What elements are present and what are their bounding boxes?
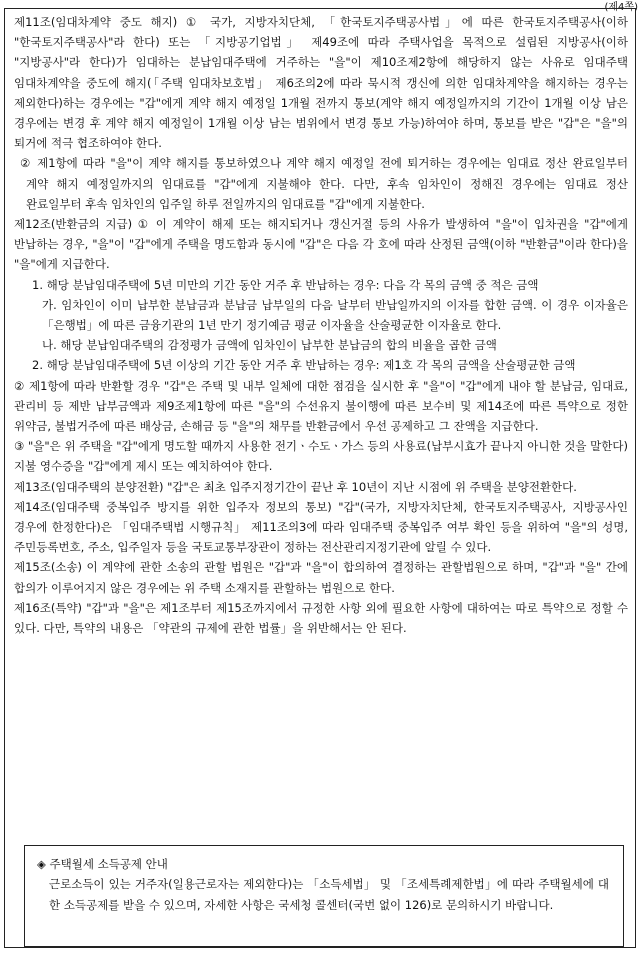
clause-14: 제14조(임대주택 중복입주 방지를 위한 입주자 정보의 통보) "갑"(국가, 지방자치단체, 한국토지주택공사, 지방공사인 경우에 한정한다)은 「임대주택법 시행규칙」 제11조의3에 따라 임대주택 중복입주 여부 확인 등을 위하여 "을"의 성명, 주민등록번호, 주소, 입주일자 등을 국토교통부장관이 정하는 전산관리지정기관에 알릴 수 있다. — [14, 499, 628, 555]
clause-15: 제15조(소송) 이 계약에 관한 소송의 관할 법원은 "갑"과 "을"이 합의하여 결정하는 관할법원으로 하며, "갑"과 "을" 간에 합의가 이루어지지 않은 경우에는 위 주택 소재지를 관할하는 법원으로 한다. — [14, 560, 628, 595]
page-number: (제4쪽) — [604, 2, 638, 13]
notice-body: 근로소득이 있는 거주자(일용근로자는 제외한다)는 「소득세법」 및 「조세특례제한법」에 따라 주택월세에 대한 소득공제를 받을 수 있으며, 자세한 사항은 국세청 콜센터(국번 없이 126)로 문의하시기 바랍니다. — [49, 877, 609, 912]
clause-12-2: ② 제1항에 따라 반환할 경우 "갑"은 주택 및 내부 일체에 대한 점검을 실시한 후 "을"이 "갑"에게 내야 할 분납금, 임대료, 관리비 등 제반 납부금액과 제9조제1항에 따른 "을"의 수선유지 불이행에 따른 보수비 및 제14조에 따른 특약으로 정한 위약금, 불법거주에 따른 배상금, 손해금 등 "을"의 채무를 반환금에서 우선 공제하고 그 잔액을 지급한다. — [14, 378, 628, 434]
clause-12-item-2: 2. 해당 분납임대주택에 5년 이상의 기간 동안 거주 후 반납하는 경우: 제1호 각 목의 금액을 산술평균한 금액 — [32, 358, 576, 373]
clause-11-2: ② 제1항에 따라 "을"이 계약 해지를 통보하였으나 계약 해지 예정일 전에 퇴거하는 경우에는 임대료 정산 완료일부터 계약 해지 예정일까지의 임대료를 "갑"에게 지불해야 한다. 다만, 후속 임차인이 정해진 경우에는 임대료 정산 완료일부터 후속 임차인의 입주일 하루 전일까지의 임대료를 "갑"에게 지불한다. — [20, 156, 628, 211]
notice-title: ◈ 주택월세 소득공제 안내 — [37, 857, 168, 871]
clause-12-item-1-na: 나. 해당 분납임대주택의 감정평가 금액에 임차인이 납부한 분납금의 합의 비율을 곱한 금액 — [42, 338, 497, 353]
clause-12-3: ③ "을"은 위 주택을 "갑"에게 명도할 때까지 사용한 전기ㆍ수도ㆍ가스 등의 사용료(납부시효가 끝나지 아니한 것을 말한다) 지불 영수증을 "갑"에게 제시 또는 예치하여야 한다. — [14, 439, 628, 474]
contract-body — [14, 12, 628, 638]
clause-16: 제16조(특약) "갑"과 "을"은 제1조부터 제15조까지에서 규정한 사항 외에 필요한 사항에 대하여는 따로 특약으로 정할 수 있다. 다만, 특약의 내용은 「약관의 규제에 관한 법률」을 위반해서는 안 된다. — [14, 600, 628, 636]
clause-12-1: 제12조(반환금의 지급) ① 이 계약이 해제 또는 해지되거나 갱신거절 등의 사유가 발생하여 "을"이 입차권을 "갑"에게 반납하는 경우, "을"이 "갑"에게 주택을 명도함과 동시에 "갑"은 다음 각 호에 따라 산정된 금액(이하 "반환금"이라 한다)을 "을"에게 지급한다. — [14, 217, 628, 272]
clause-12-item-1: 1. 해당 분납임대주택에 5년 미만의 기간 동안 거주 후 반납하는 경우: 다음 각 목의 금액 중 적은 금액 — [32, 277, 539, 292]
clause-12-item-1-ga: 가. 임차인이 이미 납부한 분납금과 분납금 납부일의 다음 날부터 반납일까지의 이자를 합한 금액. 이 경우 이자율은 「은행법」에 따른 금융기관의 1년 만기 정기예금 평균 이자율을 산술평균한 이자율로 한다. — [42, 297, 628, 333]
clause-11-1: 제11조(임대차계약 중도 해지) ① 국가, 지방자치단체, 「한국토지주택공사법」에 따른 한국토지주택공사(이하 "한국토지주택공사"라 한다) 또는 「지방공기업법」 제49조에 따라 주택사업을 목적으로 설립된 지방공사(이하 "지방공사"라 한다)가 임대하는 분납임대주택에 거주하는 "을"이 제10조제2항에 해당하지 않는 사유로 임대주택 임대차계약을 중도에 해지(「주택 임대차보호법」 제6조의2에 따라 묵시적 갱신에 의한 임대차계약을 해지하는 경우는 제외한다)하는 경우에는 "갑"에게 계약 해지 예정일 1개월 전까지 통보(계약 해지 예정일까지의 기간이 1개월 이상 남은 경우에는 변경 후 계약 해지 예정일이 1개월 이상 남는 범위에서 변경 통보 가능)하여야 하며, 통보를 받은 "갑"은 "을"의 퇴거에 적극 협조하여야 한다. — [14, 15, 628, 151]
tax-deduction-notice — [24, 845, 624, 947]
clause-13: 제13조(임대주택의 분양전환) "갑"은 최초 입주지정기간이 끝난 후 10년이 지난 시점에 위 주택을 분양전환한다. — [14, 479, 577, 494]
